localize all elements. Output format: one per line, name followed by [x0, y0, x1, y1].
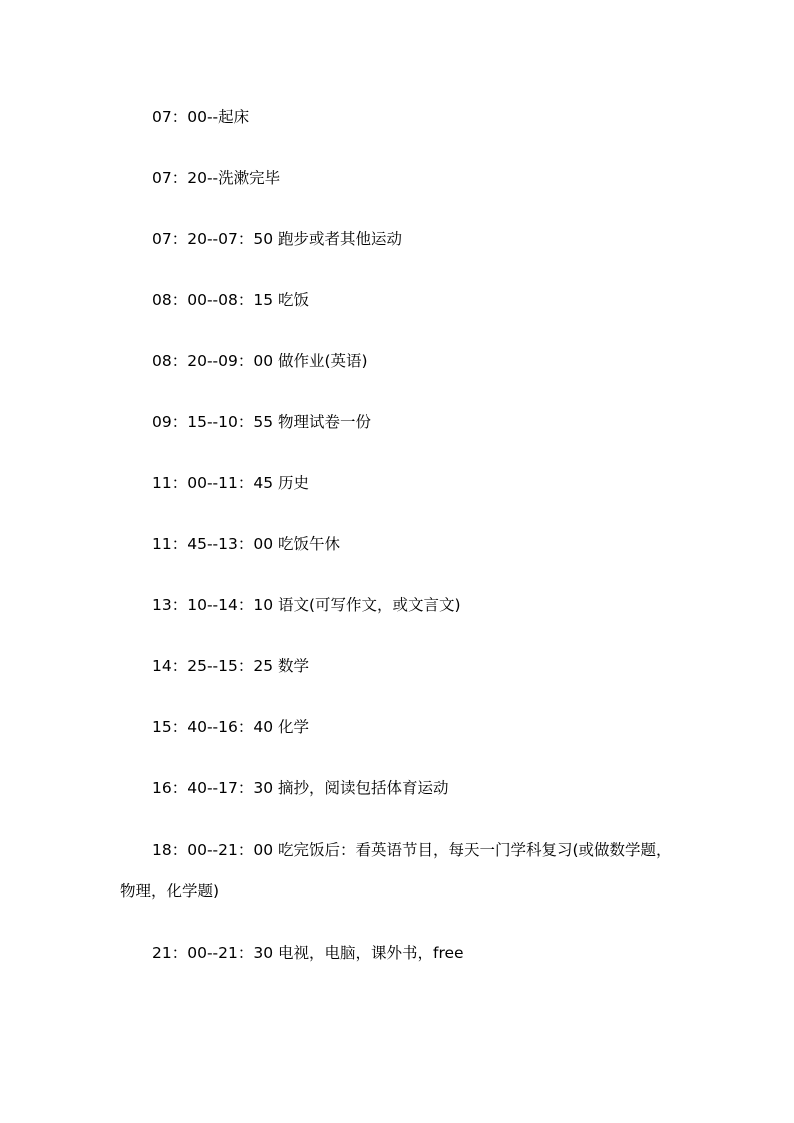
schedule-line: 07：20--洗漱完毕 [152, 169, 281, 187]
schedule-line: 09：15--10：55 物理试卷一份 [152, 413, 372, 431]
schedule-line: 16：40--17：30 摘抄，阅读包括体育运动 [152, 779, 449, 797]
schedule-line: 08：00--08：15 吃饭 [152, 291, 310, 309]
schedule-line: 07：20--07：50 跑步或者其他运动 [152, 230, 403, 248]
schedule-line: 21：00--21：30 电视，电脑，课外书，free [152, 944, 464, 962]
schedule-line: 11：45--13：00 吃饭午休 [152, 535, 341, 553]
schedule-line: 07：00--起床 [152, 108, 250, 126]
schedule-line: 13：10--14：10 语文(可写作文，或文言文) [152, 596, 461, 614]
schedule-line: 11：00--11：45 历史 [152, 474, 310, 492]
schedule-line: 18：00--21：00 吃完饭后：看英语节目，每天一门学科复习(或做数学题，物理，化学题) [120, 841, 672, 900]
schedule-line: 14：25--15：25 数学 [152, 657, 310, 675]
schedule-line: 15：40--16：40 化学 [152, 718, 310, 736]
schedule-line: 08：20--09：00 做作业(英语) [152, 352, 368, 370]
